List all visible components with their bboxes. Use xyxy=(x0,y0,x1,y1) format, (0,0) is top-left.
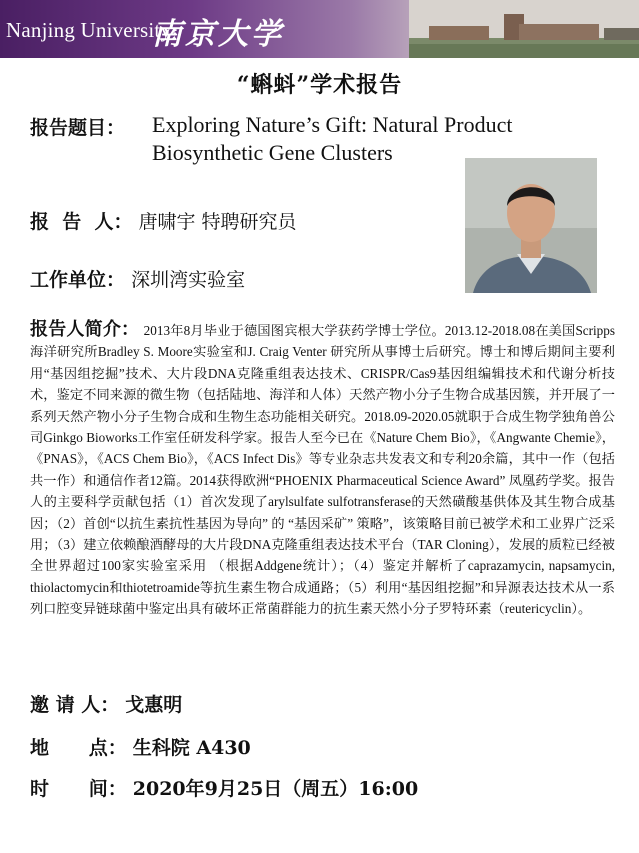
university-name-cn: 南京大学 xyxy=(152,17,284,52)
page-title: “蝌蚪”学术报告 xyxy=(236,72,403,98)
inviter-value: 戈惠明 xyxy=(125,694,183,716)
speaker-label: 报 告 人： xyxy=(30,211,133,233)
speaker-row xyxy=(30,207,297,234)
affiliation-value: 深圳湾实验室 xyxy=(131,269,246,291)
header-banner xyxy=(0,0,639,58)
subject-label: 报告题目： xyxy=(30,117,126,139)
subject-text: Exploring Nature’s Gift: Natural Product Biosynthetic Gene Clusters xyxy=(152,112,513,165)
location-label: 地 点： xyxy=(30,737,127,759)
campus-building-image xyxy=(409,0,639,58)
location-row xyxy=(30,733,251,760)
bio-label: 报告人简介： xyxy=(30,319,140,340)
location-value: 生科院 A430 xyxy=(132,737,251,759)
speaker-photo xyxy=(465,158,597,293)
bio-text: 2013年8月毕业于德国图宾根大学获药学博士学位。2013.12-2018.08在美国Scripps海洋研究所Bradley S. Moore实验室和J. Craig Venter 研究所从事博士后研究。博士和博后期间主要利用“基因组挖掘”技术、大片段DNA克隆重组表达技术、CRISPR/Cas9基因组编辑技术和代谢分析技术，鉴定不同来源的微生物（包括陆地、海洋和人体）天然产物小分子生物合成基因簇，并开展了一系列天然产物小分子生物合成和生物生态功能相关研究。2018.09-2020.05就职于合成生物学独角兽公司Ginkgo Bioworks工作室任研发科学家。报告人至今已在《Nature Chem Bio》，《Angwante Chemie》，《PNAS》，《ACS Chem Bio》，《ACS Infect Dis》等专业杂志共发表文和专利20余篇，其中一作（包括共一作）和通信作者12篇。2014获得欧洲“PHOENIX Pharmaceutical Science Award” 凤凰药学奖。报告人的主要科学贡献包括（1）首次发现了arylsulfate sulfotransferase的天然磺酸基供体及其生物合成基因；（2）首创“以抗生素抗性基因为导向” 的 “基因采矿” 策略”，该策略目前已被学术和工业界广泛采用；（3）建立依赖酿酒酵母的大片段DNA克隆重组表达技术平台（TAR Cloning），发展的质粒已经被全世界超过100家实验室采用 （根据Addgene统计）；（4）鉴定并解析了caprazamycin, napsamycin, thiolactomycin和thiotetroamide等抗生素生物合成通路；（5）利用“基因组挖掘”和异源表达技术从一系列口腔变异链球菌中鉴定出具有破坏正常菌群能力的抗生素天然小分子罗特环素（reutericyclin）。 xyxy=(30,323,616,617)
time-label: 时 间： xyxy=(30,778,127,800)
speaker-portrait-image xyxy=(465,158,597,293)
time-value: 2020年9月25日（周五）16:00 xyxy=(132,778,419,800)
bio-section xyxy=(30,320,615,621)
speaker-value: 唐啸宇 特聘研究员 xyxy=(138,211,297,233)
affiliation-row xyxy=(30,265,245,292)
affiliation-label: 工作单位： xyxy=(30,269,126,291)
inviter-row xyxy=(30,690,182,717)
inviter-label: 邀 请 人： xyxy=(30,694,120,716)
university-name-en: Nanjing University xyxy=(6,18,172,42)
time-row xyxy=(30,774,418,801)
